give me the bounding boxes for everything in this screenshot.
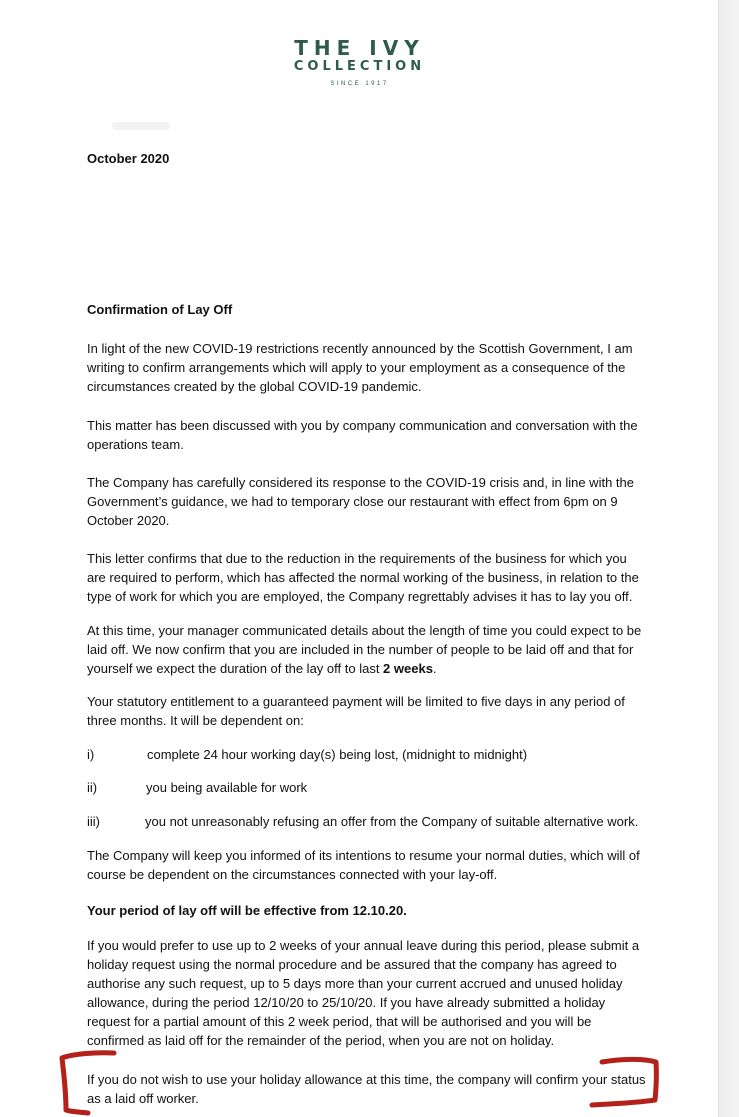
paragraph-line: October 2020. xyxy=(87,513,170,528)
duration-period: . xyxy=(432,661,437,676)
paragraph-line: allowance, during the period 12/10/20 to 25/10/20. If you have already submitted a holiday xyxy=(87,995,606,1010)
paragraph-line: The Company will keep you informed of its intentions to resume your normal duties, which will of xyxy=(87,848,640,863)
paragraph-line: circumstances created by the global COVID-19 pandemic. xyxy=(87,379,422,394)
paragraph-line: writing to confirm arrangements which will apply to your employment as a consequence of the xyxy=(87,360,626,375)
list-number: ii) xyxy=(87,780,98,795)
paragraph-line: are required to perform, which has affected the normal working of the business, in relation to the xyxy=(87,570,639,585)
paragraph-line: course be dependent on the circumstances connected with your lay-off. xyxy=(87,867,498,882)
paragraph-line: holiday request using the normal procedure and be assured that the company has agreed to xyxy=(87,957,617,972)
list-number: iii) xyxy=(87,814,100,829)
left-bracket-mark xyxy=(62,1053,114,1113)
paragraph-line: as a laid off worker. xyxy=(87,1091,199,1106)
duration-text: yourself we expect the duration of the lay off to last xyxy=(87,661,384,676)
list-item: you being available for work xyxy=(146,780,308,795)
paragraph-line: This matter has been discussed with you by company communication and conversation with the xyxy=(87,418,638,433)
effective-date-line: Your period of lay off will be effective from 12.10.20. xyxy=(87,903,407,918)
paragraph-line: If you do not wish to use your holiday allowance at this time, the company will confirm your status xyxy=(87,1072,646,1087)
paragraph-line: In light of the new COVID-19 restrictions recently announced by the Scottish Government, I am xyxy=(87,341,633,356)
list-item: you not unreasonably refusing an offer from the Company of suitable alternative work. xyxy=(145,814,639,829)
logo-subtitle: COLLECTION xyxy=(293,59,426,74)
logo-title: THE IVY xyxy=(294,36,425,60)
letter-date: October 2020 xyxy=(87,151,170,166)
paragraph-line: Your statutory entitlement to a guaranteed payment will be limited to five days in any period of xyxy=(87,694,625,709)
letter-subject: Confirmation of Lay Off xyxy=(87,302,233,317)
paragraph-line: laid off. We now confirm that you are included in the number of people to be laid off and that for xyxy=(87,642,634,657)
list-number: i) xyxy=(87,747,95,762)
paragraph-line: authorise any such request, up to 5 days more than your current accrued and unused holiday xyxy=(87,976,623,991)
paragraph-line: At this time, your manager communicated details about the length of time you could expect to be xyxy=(87,623,642,638)
duration-value: 2 weeks xyxy=(383,661,433,676)
paragraph-line: The Company has carefully considered its response to the COVID-19 crisis and, in line with the xyxy=(87,475,634,490)
paragraph-line: Government’s guidance, we had to temporary close our restaurant with effect from 6pm on 9 xyxy=(87,494,618,509)
right-bracket-mark xyxy=(592,1059,656,1105)
paragraph-line: confirmed as laid off for the remainder of the period, when you are not on holiday. xyxy=(87,1033,555,1048)
paragraph-line: type of work for which you are employed, the Company regrettably advises it has to lay you off. xyxy=(87,589,633,604)
list-item: complete 24 hour working day(s) being lost, (midnight to midnight) xyxy=(147,747,528,762)
paragraph-line: three months. It will be dependent on: xyxy=(87,713,304,728)
paragraph-line: request for a partial amount of this 2 week period, that will be authorised and you will be xyxy=(87,1014,592,1029)
paragraph-line: If you would prefer to use up to 2 weeks of your annual leave during this period, please submit a xyxy=(87,938,640,953)
paragraph-line: This letter confirms that due to the reduction in the requirements of the business for which you xyxy=(87,551,627,566)
paragraph-line: operations team. xyxy=(87,437,184,452)
logo-since: SINCE 1917 xyxy=(330,81,389,87)
